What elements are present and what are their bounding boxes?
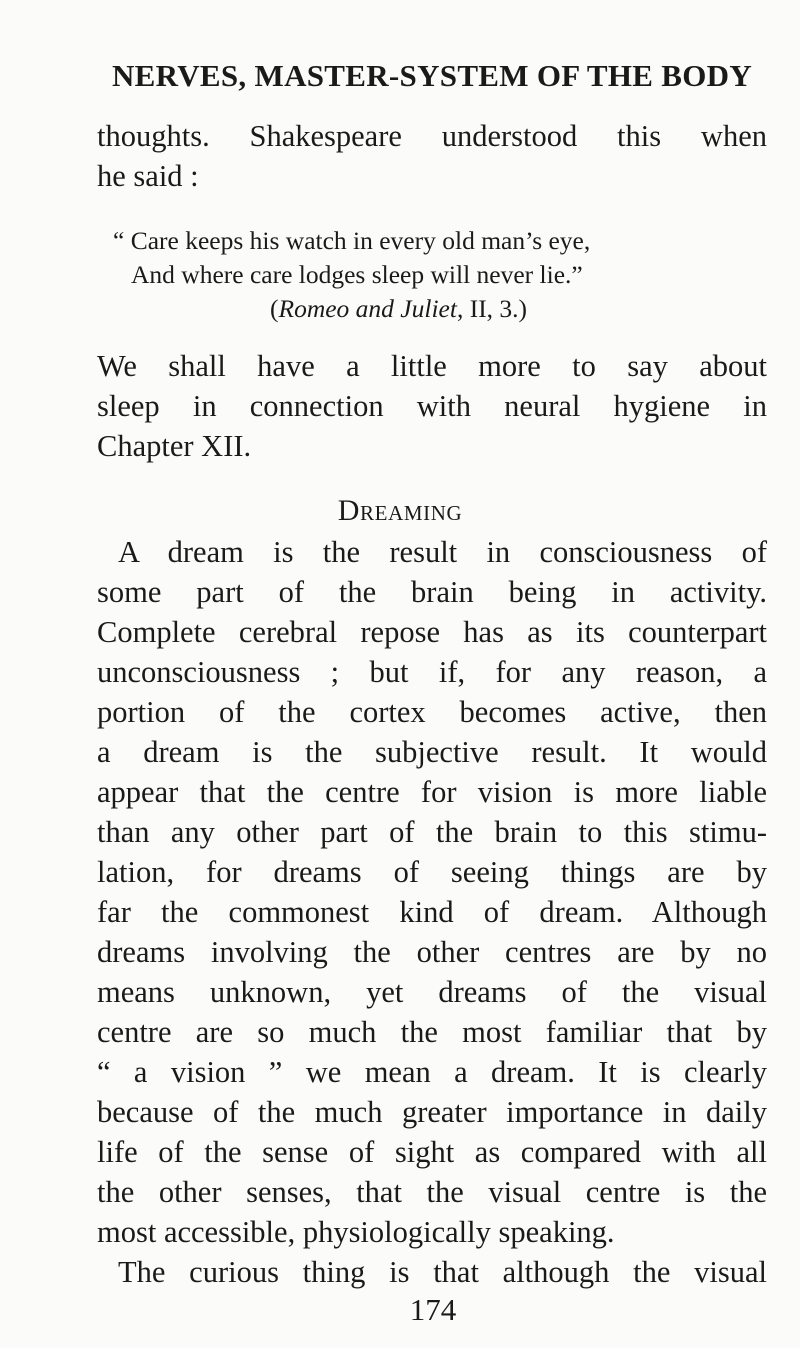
text-line: sleep in connection with neural hygiene in [97,389,767,423]
text-line: Chapter XII. [97,429,252,463]
running-head: NERVES, MASTER-SYSTEM OF THE BODY [111,58,753,93]
text-line: lation, for dreams of seeing things are by [97,855,767,889]
text-line: than any other part of the brain to this stimu- [97,815,767,849]
text-line: the other senses, that the visual centre is the [97,1175,767,1209]
citation-title: Romeo and Juliet [278,294,457,323]
text-line: he said : [97,159,199,193]
quote-line: And where care lodges sleep will never lie.” [131,260,583,289]
text-line: portion of the cortex becomes active, then [97,695,767,729]
citation-open: ( [270,294,279,323]
quote-citation [270,292,527,326]
text-line: because of the much greater importance in daily [97,1095,767,1129]
text-line: means unknown, yet dreams of the visual [97,975,767,1009]
text-line: A dream is the result in consciousness of [118,535,767,569]
text-line: unconsciousness ; but if, for any reason, a [97,655,767,689]
text-line: some part of the brain being in activity. [97,575,767,609]
text-line: dreams involving the other centres are by no [97,935,767,969]
text-line: centre are so much the most familiar that by [97,1015,767,1049]
text-line: far the commonest kind of dream. Although [97,895,767,929]
text-line: life of the sense of sight as compared with all [97,1135,767,1169]
text-line: appear that the centre for vision is more liable [97,775,767,809]
section-heading: Dreaming [337,494,463,527]
text-line: a dream is the subjective result. It would [97,735,767,769]
text-line: Complete cerebral repose has as its counterpart [97,615,767,649]
quote-line: “ Care keeps his watch in every old man’s eye, [113,226,591,255]
page-number: 174 [409,1292,457,1327]
text-line: We shall have a little more to say about [97,349,767,383]
text-line: most accessible, physiologically speaking. [97,1215,615,1249]
text-line: thoughts. Shakespeare understood this when [97,119,767,153]
text-line: The curious thing is that although the visual [118,1255,767,1289]
text-line: “ a vision ” we mean a dream. It is clearly [97,1055,767,1089]
citation-rest: , II, 3.) [456,294,528,323]
